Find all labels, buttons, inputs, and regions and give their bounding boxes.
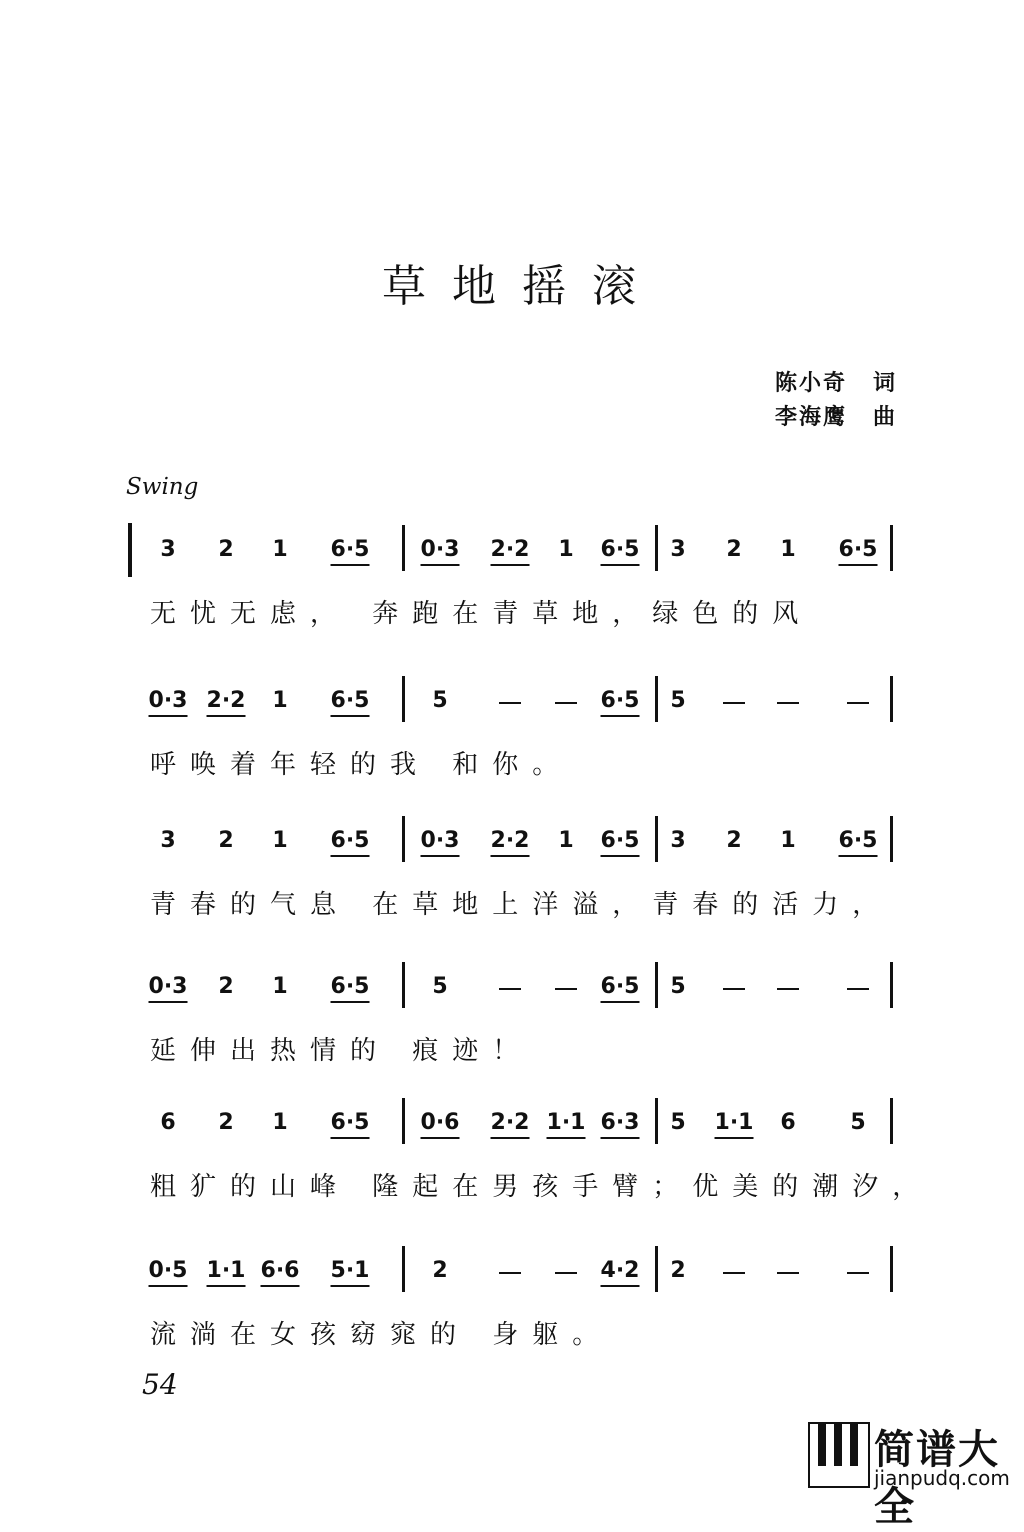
note: 6·5 <box>331 1110 370 1139</box>
sustain-dash <box>499 1272 521 1274</box>
note: 1·1 <box>547 1110 586 1139</box>
repeat-barline <box>128 523 132 577</box>
lyricist-name: 陈小奇 <box>775 371 848 396</box>
note: 6·5 <box>839 828 878 857</box>
note: 2 <box>726 828 742 853</box>
barline <box>655 676 658 722</box>
barline <box>655 525 658 571</box>
note: 1 <box>272 1110 288 1135</box>
note: 1 <box>780 537 796 562</box>
note: 2·2 <box>491 537 530 566</box>
note: 2·2 <box>491 1110 530 1139</box>
note: 6·5 <box>331 537 370 566</box>
note: 5 <box>670 688 686 713</box>
note: 3 <box>160 537 176 562</box>
barline <box>402 1098 405 1144</box>
lyricist-role: 词 <box>873 371 898 396</box>
note: 6·5 <box>601 828 640 857</box>
barline <box>655 962 658 1008</box>
note: 2 <box>218 537 234 562</box>
note: 5 <box>670 1110 686 1135</box>
barline <box>655 1098 658 1144</box>
sustain-dash <box>723 1272 745 1274</box>
lyric-line: 延伸出热情的 痕迹！ <box>150 1036 533 1066</box>
note: 3 <box>670 537 686 562</box>
note: 1·1 <box>715 1110 754 1139</box>
page-number: 54 <box>142 1368 178 1401</box>
piano-icon <box>808 1422 870 1488</box>
tempo-marking: Swing <box>126 474 199 500</box>
barline <box>402 962 405 1008</box>
barline <box>402 1246 405 1292</box>
note: 6·5 <box>839 537 878 566</box>
barline <box>890 1246 893 1292</box>
note: 6 <box>780 1110 796 1135</box>
note: 2 <box>218 1110 234 1135</box>
note: 6·5 <box>601 688 640 717</box>
note: 1 <box>272 537 288 562</box>
note: 0·5 <box>149 1258 188 1287</box>
note: 3 <box>670 828 686 853</box>
lyric-line: 流淌在女孩窈窕的 身躯。 <box>150 1320 613 1350</box>
lyric-line: 粗犷的山峰 隆起在男孩手臂；优美的潮汐， <box>150 1172 933 1202</box>
note: 6 <box>160 1110 176 1135</box>
sustain-dash <box>555 702 577 704</box>
note: 6·5 <box>601 974 640 1003</box>
sustain-dash <box>555 1272 577 1274</box>
note: 1 <box>558 828 574 853</box>
sustain-dash <box>777 1272 799 1274</box>
note: 1 <box>272 828 288 853</box>
sustain-dash <box>847 1272 869 1274</box>
sustain-dash <box>499 988 521 990</box>
note: 6·3 <box>601 1110 640 1139</box>
note: 4·2 <box>601 1258 640 1287</box>
note: 0·3 <box>421 537 460 566</box>
song-title: 草地摇滚 <box>382 261 662 312</box>
note: 2·2 <box>207 688 246 717</box>
note: 6·5 <box>331 688 370 717</box>
watermark-logo <box>800 1418 1024 1530</box>
lyric-line: 无忧无虑， 奔跑在青草地，绿色的风 <box>150 599 813 629</box>
note: 5 <box>850 1110 866 1135</box>
note: 0·3 <box>149 688 188 717</box>
barline <box>890 676 893 722</box>
note: 5 <box>432 688 448 713</box>
sustain-dash <box>555 988 577 990</box>
watermark-url: jianpudq.com <box>874 1466 1010 1490</box>
composer-name: 李海鹰 <box>775 405 848 430</box>
note: 2 <box>432 1258 448 1283</box>
lyric-line: 呼唤着年轻的我 和你。 <box>150 750 573 780</box>
note: 2 <box>726 537 742 562</box>
lyric-line: 青春的气息 在草地上洋溢，青春的活力， <box>150 890 893 920</box>
barline <box>890 525 893 571</box>
sustain-dash <box>777 988 799 990</box>
note: 2·2 <box>491 828 530 857</box>
barline <box>402 525 405 571</box>
note: 2 <box>670 1258 686 1283</box>
note: 6·5 <box>601 537 640 566</box>
note: 1·1 <box>207 1258 246 1287</box>
sustain-dash <box>499 702 521 704</box>
note: 5·1 <box>331 1258 370 1287</box>
note: 3 <box>160 828 176 853</box>
barline <box>655 1246 658 1292</box>
barline <box>890 962 893 1008</box>
note: 6·6 <box>261 1258 300 1287</box>
barline <box>402 676 405 722</box>
note: 1 <box>780 828 796 853</box>
note: 6·5 <box>331 974 370 1003</box>
note: 5 <box>670 974 686 999</box>
composer-role: 曲 <box>873 405 898 430</box>
barline <box>890 816 893 862</box>
note: 2 <box>218 828 234 853</box>
barline <box>890 1098 893 1144</box>
note: 2 <box>218 974 234 999</box>
sustain-dash <box>723 988 745 990</box>
note: 6·5 <box>331 828 370 857</box>
note: 5 <box>432 974 448 999</box>
note: 0·3 <box>149 974 188 1003</box>
note: 1 <box>272 974 288 999</box>
sustain-dash <box>723 702 745 704</box>
note: 1 <box>558 537 574 562</box>
note: 0·3 <box>421 828 460 857</box>
sustain-dash <box>847 988 869 990</box>
watermark-name: 简谱大全 <box>874 1427 1000 1530</box>
barline <box>402 816 405 862</box>
note: 1 <box>272 688 288 713</box>
barline <box>655 816 658 862</box>
note: 0·6 <box>421 1110 460 1139</box>
sustain-dash <box>847 702 869 704</box>
sustain-dash <box>777 702 799 704</box>
